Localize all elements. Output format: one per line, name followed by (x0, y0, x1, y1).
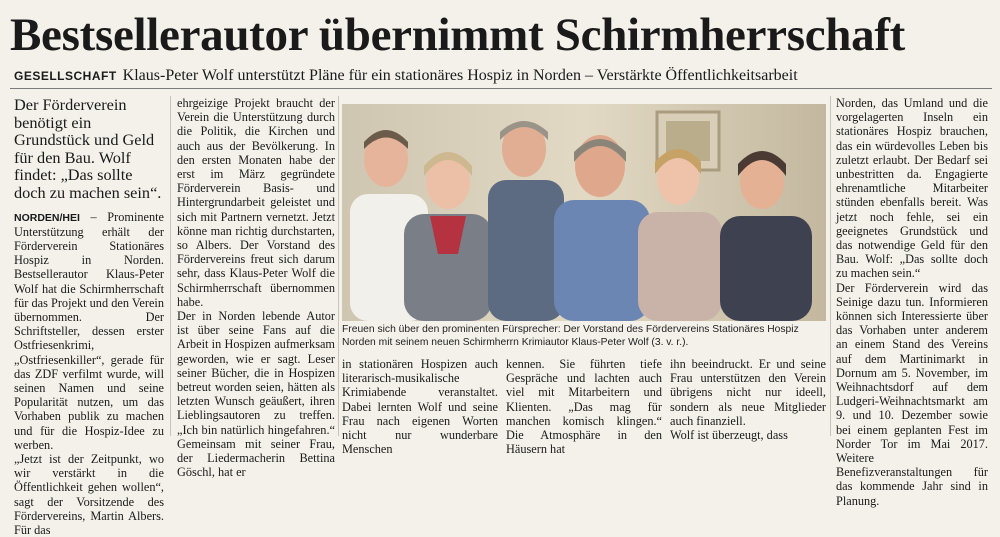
article-paragraph: Norden, das Umland und die vorgelagerten Inseln ein stationäres Hospiz brauchen, das ein würdevolles Leben bis zuletzt erlaubt. Der Bedarf sei unbestritten da. Engagierte ehrenamtliche Mitarbeiter stünden ebenfalls bereit. Was jetzt noch fehle, sei ein geeignetes Grundstück und das notwendige Geld für den Bau. Wolf: „Das sollte doch zu machen sein.“ (836, 96, 988, 281)
subheadline-text: Klaus-Peter Wolf unterstützt Pläne für ein stationäres Hospiz in Norden – Verstärkte Öffentlichkeitsarbeit (122, 67, 798, 84)
article-subheadline (14, 66, 994, 86)
text-column-5 (670, 357, 826, 442)
column-divider (830, 96, 831, 436)
article-paragraph: ihn beeindruckt. Er und seine Frau unterstützen den Verein übrigens nicht nur ideell, sondern als neue Mitglieder auch finanziell. (670, 357, 826, 428)
article-headline: Bestsellerautor übernimmt Schirmherrschaft (10, 9, 906, 61)
article-paragraph: „Jetzt ist der Zeitpunkt, wo wir verstärkt in die Öffentlichkeit gehen wollen“, sagt der Vorsitzende des Fördervereins, Martin Albers. Für das (14, 452, 164, 537)
group-photo (342, 104, 826, 321)
article-paragraph (14, 210, 164, 452)
text-column-1 (14, 96, 164, 537)
article-paragraph: kennen. Sie führten tiefe Gespräche und lachten auch viel mit Mitarbeitern und Klienten. „Das mag für manchen komisch klingen.“ Die Atmosphäre in den Häusern hat (506, 357, 662, 457)
column-divider (338, 96, 339, 436)
text-column-3 (342, 357, 498, 456)
text-column-4 (506, 357, 662, 456)
photo-caption: Freuen sich über den prominenten Fürsprecher: Der Vorstand des Fördervereins Stationäres Hospiz Norden mit seinem neuen Schirmherrn Krimiautor Klaus-Peter Wolf (3. v. r.). (342, 324, 799, 348)
text-column-6 (836, 96, 988, 508)
header-rule (10, 88, 992, 89)
article-lead: Der Förderverein benötigt ein Grundstück und Geld für den Bau. Wolf findet: „Das sollte doch zu machen sein“. (14, 95, 162, 202)
article-paragraph: Der in Norden lebende Autor ist über seine Fans auf die Arbeit in Hospizen aufmerksam geworden, wie er sagt. Leser seiner Bücher, die in Hospizen betreut worden seien, hätten als letzten Wunsch geäußert, ihren Lieblingsautoren zu treffen. „Ich bin natürlich hingefahren.“ Gemeinsam mit seiner Frau, der Liedermacherin Bettina Göschl, hat er (177, 309, 335, 480)
article-paragraph: Wolf ist überzeugt, dass (670, 428, 788, 443)
group-photo-illustration (342, 104, 826, 321)
article-paragraph: ehrgeizige Projekt braucht der Verein die Unterstützung durch die Politik, die Kirchen und auch aus der Bevölkerung. In den ersten Monaten habe der erst im März gegründete Förderverein Basis- und Hintergrundarbeit geleistet und sich mit Partnern vernetzt. Jetzt könne man richtig durchstarten, so Albers. Der Vorstand des Fördervereins freut sich darum sehr, dass Klaus-Peter Wolf die Schirmherrschaft übernommen habe. (177, 96, 335, 309)
text-column-2 (177, 96, 335, 479)
article-paragraph: in stationären Hospizen auch literarisch-musikalische Krimiabende veranstaltet. Dabei lernten Wolf und seine Frau nach eigenen Worten nicht nur wunderbare Menschen (342, 357, 498, 457)
paragraph-text: – Prominente Unterstützung erhält der Förderverein Stationäres Hospiz in Norden. Bestsellerautor Klaus-Peter Wolf hat die Schirmherrschaft für das Projekt und den Verein übernommen. Der Schriftsteller, dessen erster Ostfriesenkrimi, „Ostfriesenkiller“, gerade für das ZDF verfilmt wurde, will seinen Namen und seine Popularität nutzen, um das Vorhaben publik zu machen und für die Hospiz-Idee zu werben. (14, 209, 164, 452)
column-divider (170, 96, 171, 436)
article-paragraph: Der Förderverein wird das Seinige dazu tun. Informieren können sich Interessierte über das Vorhaben unter anderem an einem Stand des Vereins auf dem Martinimarkt in Dornum am 5. November, im Weihnachtsdorf auf dem Ludgeri-Weihnachtsmarkt am 9. und 10. Dezember sowie bei einem geplanten Fest im Norder Tor im Mai 2017. Weitere Benefizveranstaltungen für das kommende Jahr sind in Planung. (836, 280, 988, 508)
section-rubric: GESELLSCHAFT (14, 69, 117, 83)
dateline: NORDEN/HEI (14, 211, 80, 224)
